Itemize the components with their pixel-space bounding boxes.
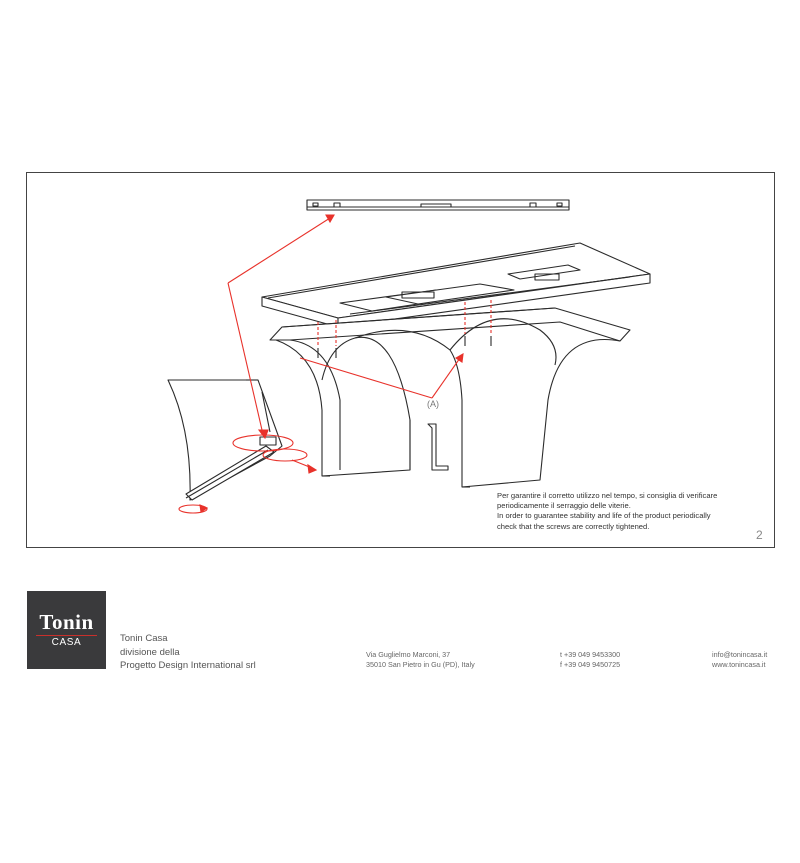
logo-name: Tonin: [39, 610, 94, 634]
maintenance-note: [497, 491, 767, 532]
address: [366, 650, 475, 670]
page-number: 2: [756, 528, 763, 542]
email-link[interactable]: info@tonincasa.it: [712, 650, 768, 659]
company-line: divisione della: [120, 646, 180, 658]
logo-sub: CASA: [51, 637, 82, 648]
phone-line: t +39 049 9453300: [560, 650, 621, 659]
note-line: In order to guarantee stability and life of the product periodically: [497, 511, 711, 521]
company-info: [120, 632, 256, 673]
address-line: 35010 San Pietro in Gu (PD), Italy: [366, 660, 475, 669]
logo-rule: [36, 635, 97, 636]
note-line: check that the screws are correctly tightened.: [497, 521, 650, 531]
company-line: Progetto Design International srl: [120, 660, 256, 671]
note-line: periodicamente il serraggio delle viterie.: [497, 501, 631, 511]
address-line: Via Guglielmo Marconi, 37: [366, 650, 451, 659]
company-line: Tonin Casa: [120, 633, 168, 644]
note-line: Per garantire il corretto utilizzo nel tempo, si consiglia di verificare: [497, 491, 718, 500]
callout-a: (A): [427, 399, 439, 409]
web-contacts: [712, 650, 767, 670]
tonin-casa-logo: [27, 591, 106, 669]
fax-line: f +39 049 9450725: [560, 660, 621, 669]
website-link[interactable]: www.tonincasa.it: [712, 660, 766, 669]
phone-numbers: [560, 650, 620, 670]
